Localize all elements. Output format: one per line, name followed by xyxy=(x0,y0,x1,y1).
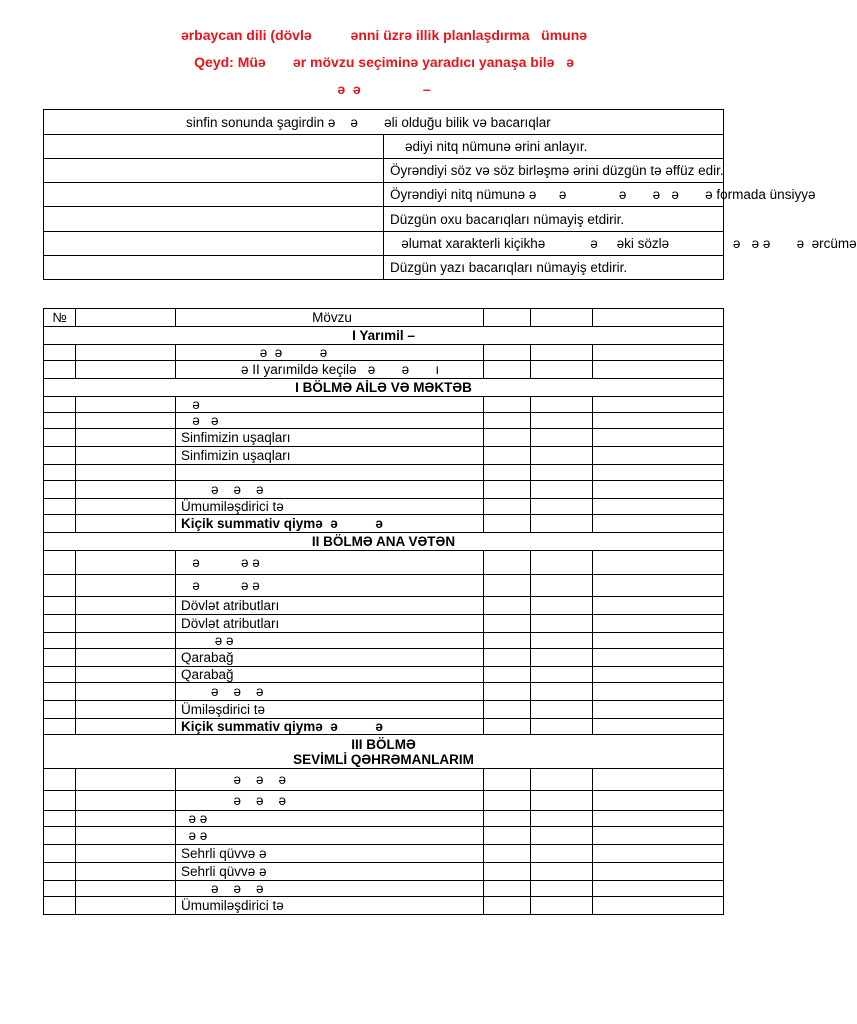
lesson-cell xyxy=(484,465,531,481)
section-title-line: III BÖLMƏ xyxy=(351,736,416,752)
lesson-row xyxy=(44,499,724,515)
lesson-row xyxy=(44,429,724,447)
lesson-cell xyxy=(44,481,76,499)
lesson-topic: Ümiləşdirici tə xyxy=(176,701,484,719)
lesson-cell xyxy=(593,597,724,615)
outcome-text: Öyrəndiyi nitq nümunə ə ə ə ə ə ə formada ünsiyyə xyxy=(384,183,724,207)
lesson-row xyxy=(44,615,724,633)
lesson-cell xyxy=(484,791,531,811)
lesson-cell xyxy=(484,515,531,533)
lesson-row xyxy=(44,701,724,719)
col-header-empty xyxy=(76,309,176,327)
lesson-cell xyxy=(531,827,593,845)
lesson-cell xyxy=(44,791,76,811)
section-row xyxy=(44,735,724,769)
outcome-index-cell xyxy=(44,256,384,280)
lesson-row xyxy=(44,361,724,379)
lesson-row xyxy=(44,811,724,827)
lesson-cell xyxy=(531,551,593,575)
lesson-cell xyxy=(44,575,76,597)
lesson-cell xyxy=(44,811,76,827)
lesson-row xyxy=(44,719,724,735)
lesson-cell xyxy=(531,649,593,667)
lesson-cell xyxy=(44,701,76,719)
col-number-header: № xyxy=(44,309,76,327)
lesson-cell xyxy=(44,397,76,413)
lesson-cell xyxy=(484,481,531,499)
lesson-cell xyxy=(484,845,531,863)
lesson-cell xyxy=(76,811,176,827)
lesson-cell xyxy=(76,633,176,649)
lesson-row xyxy=(44,897,724,915)
lesson-cell xyxy=(593,397,724,413)
lesson-cell xyxy=(593,863,724,881)
lesson-topic: ə ə ə xyxy=(176,683,484,701)
lesson-cell xyxy=(593,551,724,575)
lesson-cell xyxy=(531,361,593,379)
lesson-row xyxy=(44,845,724,863)
lesson-cell xyxy=(44,615,76,633)
lesson-topic: Ümumiləşdirici tə xyxy=(176,897,484,915)
lesson-cell xyxy=(593,481,724,499)
lesson-row xyxy=(44,515,724,533)
outcome-text: Öyrəndiyi söz və söz birləşmə ərini düzgün tə əffüz edir. xyxy=(384,159,724,183)
col-topic-header: Mövzu xyxy=(176,309,484,327)
lesson-row xyxy=(44,633,724,649)
lesson-topic: ə ə ə xyxy=(176,575,484,597)
lesson-cell xyxy=(593,575,724,597)
lesson-cell xyxy=(76,791,176,811)
lesson-cell xyxy=(593,827,724,845)
lesson-cell xyxy=(484,499,531,515)
lesson-cell xyxy=(76,597,176,615)
lesson-cell xyxy=(76,429,176,447)
lesson-cell xyxy=(76,575,176,597)
lesson-cell xyxy=(593,683,724,701)
lesson-cell xyxy=(531,811,593,827)
lesson-topic: Ümumiləşdirici tə xyxy=(176,499,484,515)
lesson-cell xyxy=(593,701,724,719)
lesson-cell xyxy=(44,447,76,465)
lesson-cell xyxy=(484,633,531,649)
plan-title: ərbaycan dili (dövlə ənni üzrə illik planlaşdırma ümunə xyxy=(180,27,588,43)
lesson-cell xyxy=(76,719,176,735)
lesson-cell xyxy=(484,769,531,791)
section-title xyxy=(44,533,724,551)
outcome-index-cell xyxy=(44,135,384,159)
section-row xyxy=(44,533,724,551)
lesson-cell xyxy=(593,811,724,827)
lesson-row xyxy=(44,551,724,575)
lesson-row xyxy=(44,683,724,701)
annual-plan-table xyxy=(43,308,724,915)
lesson-cell xyxy=(531,515,593,533)
lesson-cell xyxy=(593,465,724,481)
lesson-cell xyxy=(531,845,593,863)
lesson-row xyxy=(44,649,724,667)
lesson-row xyxy=(44,345,724,361)
lesson-topic: ə ə ə xyxy=(176,791,484,811)
lesson-topic: Sinfimizin uşaqları xyxy=(176,429,484,447)
lesson-cell xyxy=(531,397,593,413)
lesson-cell xyxy=(593,649,724,667)
lesson-cell xyxy=(76,769,176,791)
lesson-row xyxy=(44,397,724,413)
lesson-cell xyxy=(76,667,176,683)
lesson-topic xyxy=(176,465,484,481)
section-row xyxy=(44,379,724,397)
outcome-index-cell xyxy=(44,207,384,232)
lesson-cell xyxy=(76,683,176,701)
lesson-row xyxy=(44,575,724,597)
lesson-cell xyxy=(44,667,76,683)
lesson-cell xyxy=(531,499,593,515)
lesson-topic: ə ə ə xyxy=(176,481,484,499)
lesson-cell xyxy=(593,881,724,897)
lesson-cell xyxy=(484,863,531,881)
outcome-row xyxy=(44,207,724,232)
lesson-cell xyxy=(593,429,724,447)
lesson-cell xyxy=(44,633,76,649)
lesson-cell xyxy=(76,499,176,515)
lesson-cell xyxy=(593,361,724,379)
note-line: Qeyd: Müə ər mövzu seçiminə yaradıcı yanaşa bilə ə xyxy=(194,54,574,70)
lesson-cell xyxy=(44,719,76,735)
lesson-cell xyxy=(531,791,593,811)
lesson-cell xyxy=(76,361,176,379)
lesson-cell xyxy=(593,615,724,633)
lesson-cell xyxy=(531,667,593,683)
lesson-cell xyxy=(593,515,724,533)
lesson-cell xyxy=(484,361,531,379)
lesson-cell xyxy=(484,719,531,735)
lesson-topic: Kiçik summativ qiymə ə ə xyxy=(176,719,484,735)
lesson-topic: Qarabağ xyxy=(176,667,484,683)
lesson-cell xyxy=(44,897,76,915)
lesson-topic: ə II yarımildə keçilə ə ə ı xyxy=(176,361,484,379)
outcome-text: əlumat xarakterli kiçikhə ə əki sözlə ə ə ə ə ərcümə xyxy=(384,232,724,256)
section-title-line: I BÖLMƏ AİLƏ VƏ MƏKTƏB xyxy=(295,380,472,395)
lesson-cell xyxy=(44,827,76,845)
outcome-index-cell xyxy=(44,232,384,256)
lesson-cell xyxy=(593,499,724,515)
learning-outcomes-table xyxy=(43,109,857,280)
lesson-cell xyxy=(531,575,593,597)
lesson-topic: Sinfimizin uşaqları xyxy=(176,447,484,465)
section-title xyxy=(44,379,724,397)
outcome-text: Düzgün yazı bacarıqları nümayiş etdirir. xyxy=(384,256,724,280)
lesson-cell xyxy=(531,897,593,915)
lesson-cell xyxy=(44,881,76,897)
lesson-row xyxy=(44,447,724,465)
lesson-cell xyxy=(484,897,531,915)
lesson-cell xyxy=(531,447,593,465)
lesson-cell xyxy=(531,597,593,615)
lesson-cell xyxy=(531,769,593,791)
lesson-cell xyxy=(76,845,176,863)
lesson-topic: Dövlət atributları xyxy=(176,615,484,633)
outcomes-title: sinfin sonunda şagirdin ə ə əli olduğu bilik və bacarıqlar xyxy=(44,110,724,135)
lesson-cell xyxy=(593,897,724,915)
lesson-cell xyxy=(76,515,176,533)
lesson-cell xyxy=(531,881,593,897)
lesson-cell xyxy=(76,345,176,361)
outcome-index-cell xyxy=(44,183,384,207)
section-title xyxy=(44,735,724,769)
lesson-cell xyxy=(531,481,593,499)
lesson-cell xyxy=(44,551,76,575)
lesson-cell xyxy=(531,465,593,481)
lesson-cell xyxy=(76,413,176,429)
col-header-empty xyxy=(593,309,724,327)
lesson-topic: ə ə xyxy=(176,811,484,827)
lesson-topic: Dövlət atributları xyxy=(176,597,484,615)
lesson-cell xyxy=(593,719,724,735)
lesson-cell xyxy=(76,481,176,499)
lesson-cell xyxy=(76,551,176,575)
lesson-cell xyxy=(76,447,176,465)
lesson-cell xyxy=(593,845,724,863)
lesson-cell xyxy=(44,499,76,515)
lesson-cell xyxy=(44,361,76,379)
lesson-cell xyxy=(44,515,76,533)
note-line-2: ə ə – xyxy=(337,81,431,97)
lesson-cell xyxy=(484,615,531,633)
outcome-row xyxy=(44,232,724,256)
lesson-cell xyxy=(76,701,176,719)
lesson-cell xyxy=(44,863,76,881)
outcome-row xyxy=(44,183,724,207)
section-title xyxy=(44,327,724,345)
section-subtitle-line: SEVİMLİ QƏHRƏMANLARIM xyxy=(293,751,474,767)
lesson-cell xyxy=(484,575,531,597)
lesson-cell xyxy=(76,863,176,881)
lesson-cell xyxy=(531,345,593,361)
lesson-row xyxy=(44,863,724,881)
lesson-row xyxy=(44,667,724,683)
plan-header-row xyxy=(44,309,724,327)
lesson-topic: ə xyxy=(176,397,484,413)
outcomes-title-row xyxy=(44,110,724,135)
lesson-cell xyxy=(593,633,724,649)
lesson-cell xyxy=(44,649,76,667)
section-title-line: I Yarımil – xyxy=(352,328,415,343)
lesson-cell xyxy=(593,447,724,465)
lesson-cell xyxy=(484,827,531,845)
lesson-cell xyxy=(531,701,593,719)
lesson-cell xyxy=(484,811,531,827)
lesson-cell xyxy=(76,827,176,845)
lesson-cell xyxy=(484,667,531,683)
lesson-topic: ə ə xyxy=(176,413,484,429)
lesson-cell xyxy=(531,633,593,649)
lesson-topic: Kiçik summativ qiymə ə ə xyxy=(176,515,484,533)
col-header-empty xyxy=(484,309,531,327)
outcome-index-cell xyxy=(44,159,384,183)
section-row xyxy=(44,327,724,345)
lesson-topic: Sehrli qüvvə ə xyxy=(176,863,484,881)
lesson-cell xyxy=(484,429,531,447)
lesson-cell xyxy=(44,345,76,361)
lesson-cell xyxy=(76,897,176,915)
outcome-row xyxy=(44,256,724,280)
lesson-topic: Sehrli qüvvə ə xyxy=(176,845,484,863)
lesson-cell xyxy=(484,881,531,897)
lesson-topic: ə ə ə xyxy=(176,881,484,897)
lesson-row xyxy=(44,827,724,845)
lesson-cell xyxy=(531,413,593,429)
section-title-line: II BÖLMƏ ANA VƏTƏN xyxy=(311,534,456,549)
lesson-cell xyxy=(484,597,531,615)
lesson-cell xyxy=(484,447,531,465)
col-header-empty xyxy=(531,309,593,327)
lesson-cell xyxy=(44,845,76,863)
outcome-text: Düzgün oxu bacarıqları nümayiş etdirir. xyxy=(384,207,724,232)
lesson-cell xyxy=(531,683,593,701)
lesson-cell xyxy=(484,649,531,667)
outcome-row xyxy=(44,135,724,159)
lesson-cell xyxy=(593,791,724,811)
lesson-cell xyxy=(484,683,531,701)
lesson-cell xyxy=(76,649,176,667)
lesson-cell xyxy=(531,719,593,735)
lesson-cell xyxy=(76,465,176,481)
lesson-cell xyxy=(593,769,724,791)
lesson-cell xyxy=(531,615,593,633)
lesson-cell xyxy=(531,429,593,447)
lesson-row xyxy=(44,791,724,811)
lesson-cell xyxy=(593,413,724,429)
lesson-cell xyxy=(44,429,76,447)
outcome-row xyxy=(44,159,724,183)
lesson-cell xyxy=(76,881,176,897)
lesson-topic: ə ə xyxy=(176,827,484,845)
lesson-cell xyxy=(484,551,531,575)
lesson-row xyxy=(44,413,724,429)
lesson-cell xyxy=(44,683,76,701)
lesson-topic: ə ə ə xyxy=(176,551,484,575)
lesson-cell xyxy=(593,667,724,683)
lesson-row xyxy=(44,881,724,897)
lesson-topic: ə ə ə xyxy=(176,345,484,361)
lesson-cell xyxy=(531,863,593,881)
lesson-cell xyxy=(484,701,531,719)
lesson-cell xyxy=(76,397,176,413)
lesson-cell xyxy=(484,397,531,413)
lesson-cell xyxy=(44,413,76,429)
outcome-text: ədiyi nitq nümunə ərini anlayır. xyxy=(384,135,724,159)
lesson-topic: ə ə ə xyxy=(176,769,484,791)
lesson-cell xyxy=(76,615,176,633)
lesson-topic: Qarabağ xyxy=(176,649,484,667)
lesson-topic: ə ə xyxy=(176,633,484,649)
lesson-row xyxy=(44,597,724,615)
lesson-row xyxy=(44,481,724,499)
lesson-row xyxy=(44,769,724,791)
lesson-row xyxy=(44,465,724,481)
lesson-cell xyxy=(593,345,724,361)
lesson-cell xyxy=(484,345,531,361)
lesson-cell xyxy=(44,465,76,481)
lesson-cell xyxy=(44,597,76,615)
lesson-cell xyxy=(44,769,76,791)
lesson-cell xyxy=(484,413,531,429)
